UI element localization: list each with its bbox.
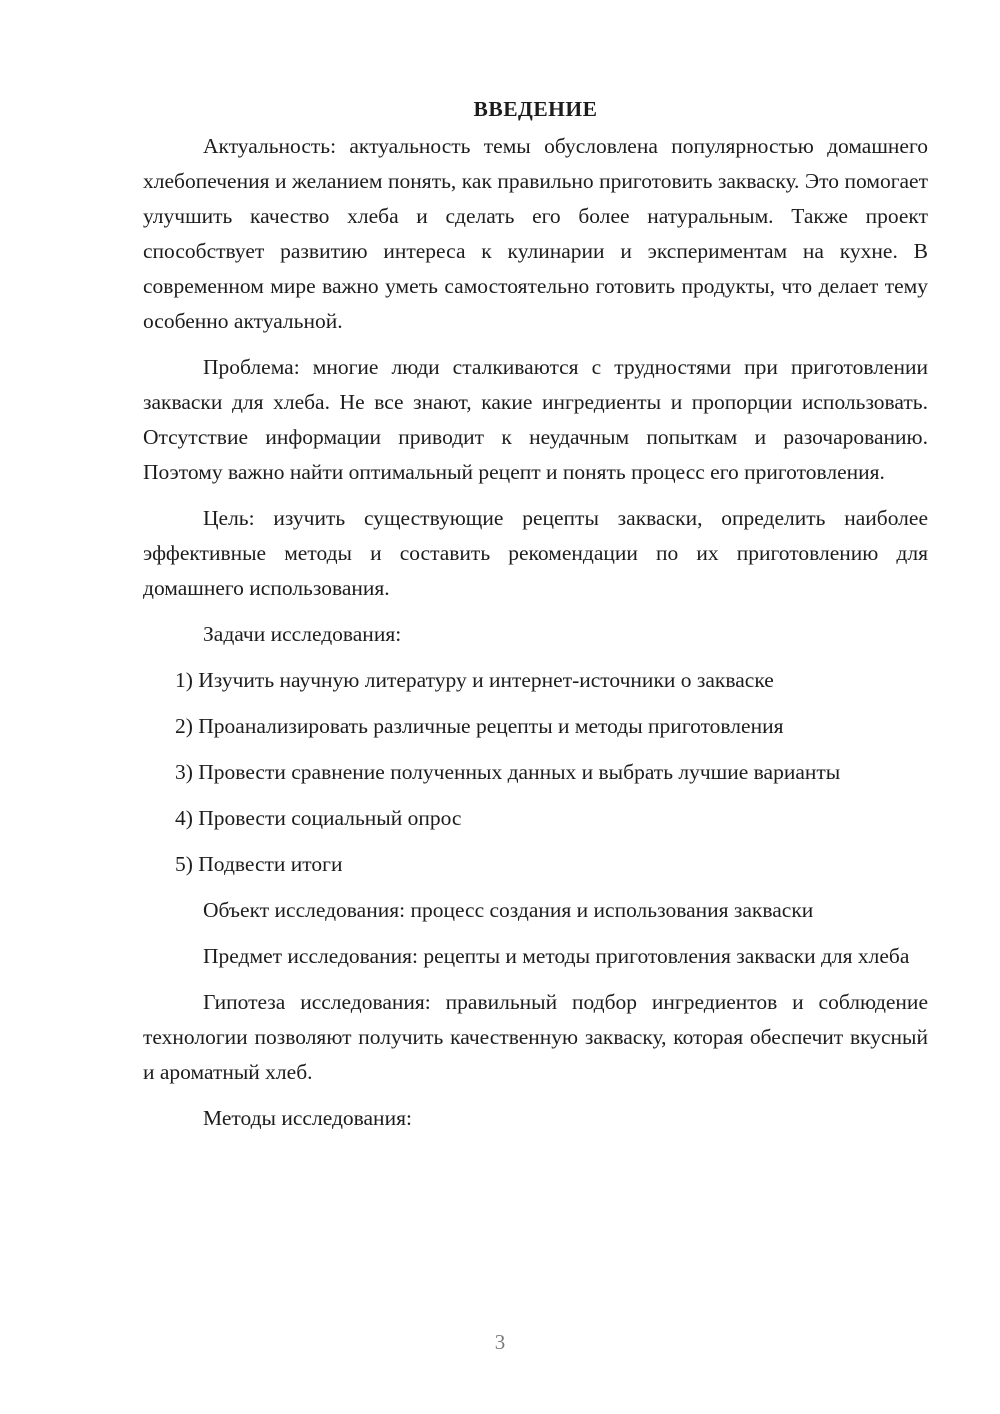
task-item-4: 4) Провести социальный опрос [175, 806, 462, 830]
document-page [143, 92, 928, 1147]
object-paragraph: Объект исследования: процесс создания и использования закваски [203, 898, 814, 922]
task-item-3: 3) Провести сравнение полученных данных и выбрать лучшие варианты [175, 760, 841, 784]
subject-paragraph: Предмет исследования: рецепты и методы приготовления закваски для хлеба [203, 944, 910, 968]
page-title: ВВЕДЕНИЕ [473, 97, 598, 121]
task-item-1: 1) Изучить научную литературу и интернет-источники о закваске [175, 668, 774, 692]
problem-paragraph: Проблема: многие люди сталкиваются с трудностями при приготовлении закваски для хлеба. Не все знают, какие ингредиенты и пропорции использовать. Отсутствие информации приводит к неудачным попыткам и разочарованию. Поэтому важно найти оптимальный рецепт и понять процесс его приготовления. [143, 355, 928, 484]
tasks-heading: Задачи исследования: [203, 622, 402, 646]
task-item-2: 2) Проанализировать различные рецепты и методы приготовления [175, 714, 784, 738]
hypothesis-paragraph: Гипотеза исследования: правильный подбор ингредиентов и соблюдение технологии позволяют получить качественную закваску, которая обеспечит вкусный и ароматный хлеб. [143, 990, 928, 1084]
task-item-5: 5) Подвести итоги [175, 852, 343, 876]
methods-heading: Методы исследования: [203, 1106, 412, 1130]
relevance-paragraph: Актуальность: актуальность темы обусловлена популярностью домашнего хлебопечения и желанием понять, как правильно приготовить закваску. Это помогает улучшить качество хлеба и сделать его более натуральным. Также проект способствует развитию интереса к кулинарии и экспериментам на кухне. В современном мире важно уметь самостоятельно готовить продукты, что делает тему особенно актуальной. [143, 134, 928, 333]
page-number: 3 [494, 1330, 506, 1354]
goal-paragraph: Цель: изучить существующие рецепты закваски, определить наиболее эффективные методы и составить рекомендации по их приготовлению для домашнего использования. [143, 506, 928, 600]
